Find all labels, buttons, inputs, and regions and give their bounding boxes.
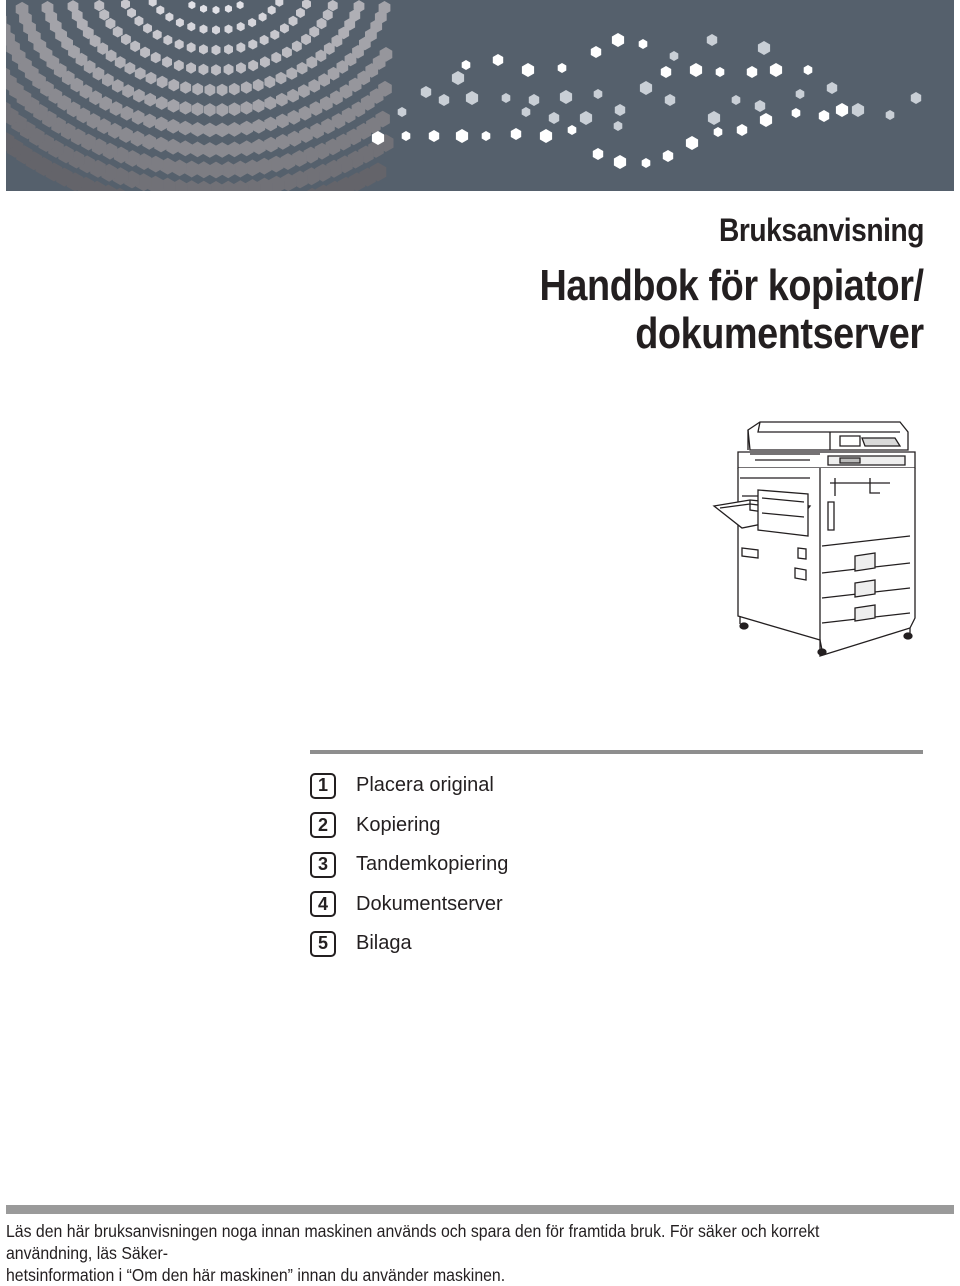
hexagon-dot [130, 41, 140, 53]
hexagon-dot [217, 84, 228, 97]
hexagon-dot [529, 94, 539, 106]
hexagon-dot [580, 111, 592, 125]
hexagon-dot [191, 122, 204, 137]
hexagon-dot [287, 89, 299, 103]
hexagon-dot [142, 134, 156, 150]
hexagon-dot [612, 33, 624, 47]
hexagon-dot [288, 110, 301, 125]
hexagon-dot [144, 93, 156, 107]
hexagon-dot [135, 67, 146, 80]
hexagon-dot [241, 101, 253, 115]
hexagon-dot [268, 6, 276, 15]
hexagon-dot [121, 0, 130, 9]
toc-item[interactable] [310, 885, 508, 925]
hexagon-dot [252, 119, 265, 134]
hexagon-dot [204, 103, 216, 117]
hexagon-dot [237, 22, 245, 31]
hexagon-dot [639, 39, 648, 49]
hexagon-dot [156, 6, 164, 15]
hexagon-dot [275, 0, 283, 7]
hexagon-dot [248, 18, 256, 27]
hexagon-dot [402, 131, 411, 141]
hexagon-dot [758, 41, 770, 55]
toc-item[interactable] [310, 806, 508, 846]
toc-item[interactable] [310, 924, 508, 964]
hexagon-dot [236, 42, 245, 52]
hexagon-dot [156, 96, 168, 110]
hexagon-dot [593, 148, 603, 160]
header-banner [6, 0, 954, 191]
hexagon-dot [297, 62, 308, 75]
hexagon-dot [614, 155, 626, 169]
hexagon-dot [259, 12, 267, 21]
hexagon-dot [106, 18, 116, 29]
hexagon-dot [140, 47, 150, 59]
hexagon-dot [216, 123, 229, 138]
hexagon-dot [157, 76, 168, 89]
hexagon-dot [852, 103, 864, 117]
hexagon-dot [180, 81, 191, 94]
hexagon-dot [770, 63, 782, 77]
hexagon-dot [511, 128, 521, 140]
hexagon-dot [796, 89, 805, 99]
hexagon-dot [707, 34, 717, 46]
hexagon-dot [276, 114, 289, 129]
hexagon-dot [188, 1, 195, 9]
document-type-label: Bruksanvisning [718, 212, 924, 248]
hexagon-dot [264, 137, 278, 153]
hexagon-dot [836, 103, 848, 117]
hexagon-dot [122, 84, 134, 98]
title-line-2: dokumentserver [635, 309, 924, 358]
hexagon-dot [200, 5, 207, 13]
hexagon-dot [886, 110, 895, 120]
hexagon-dot [911, 92, 921, 104]
hexagon-dot [264, 96, 276, 110]
hexagon-dot [168, 99, 180, 113]
hexagon-dot [398, 107, 407, 117]
hexagon-dot [737, 124, 747, 136]
hexagon-dot [466, 91, 478, 105]
hexagon-dot [716, 67, 725, 77]
hexagon-dot [225, 5, 232, 13]
copier-machine-illustration [710, 418, 930, 658]
hexagon-dot [216, 103, 228, 117]
hexagon-dot [640, 81, 652, 95]
footer-notice: Läs den här bruksanvisningen noga innan maskinen används och spara den för framtida bruk. För säker och korrekt användning, läs Säker- hetsinformation i “Om den här maskinen” innan du använder maskinen. [6, 1221, 820, 1285]
hexagon-dot [439, 94, 449, 106]
hexagon-dot [747, 66, 757, 78]
chapter-label: Kopiering [356, 813, 441, 836]
hexagon-dot [205, 84, 216, 97]
hexagon-dot [176, 18, 184, 27]
hexagon-dot [224, 44, 233, 54]
hexagon-dot [153, 30, 162, 40]
hexagon-dot [456, 129, 468, 143]
hexagon-dot [302, 0, 311, 9]
hexagon-dot [286, 67, 297, 80]
hexagon-dot [493, 54, 503, 66]
hexagon-dot [271, 52, 281, 63]
hexagon-dot [296, 8, 305, 18]
hexagon-dot [260, 56, 270, 67]
hexagon-dot [191, 142, 205, 158]
toc-divider [310, 750, 923, 754]
hexagon-dot [132, 110, 145, 125]
hexagon-dot [127, 8, 136, 18]
hexagon-dot [276, 93, 288, 107]
hexagon-dot [264, 117, 277, 132]
hexagon-dot [522, 107, 531, 117]
hexagon-dot [186, 62, 196, 73]
hexagon-dot [248, 60, 258, 71]
hexagon-dot [270, 30, 279, 40]
hexagon-dot [133, 89, 145, 103]
hexagon-dot [149, 0, 157, 7]
hexagon-dot [558, 63, 567, 73]
hexagon-dot [276, 72, 287, 85]
hexagon-dot [229, 83, 240, 96]
hexagon-dot [175, 39, 184, 49]
hexagon-dot [452, 71, 464, 85]
chapter-label: Tandemkopiering [356, 853, 509, 876]
hexagon-dot [421, 86, 431, 98]
hexagon-dot [236, 62, 246, 73]
hexagon-dot [549, 112, 559, 124]
table-of-contents [310, 766, 508, 964]
hexagon-dot [151, 52, 161, 63]
hexagon-dot [228, 122, 241, 137]
hexagon-dot [166, 139, 180, 155]
hexagon-dot [228, 142, 242, 158]
hexagon-dot [203, 142, 217, 158]
hexagon-dot [165, 12, 173, 21]
hexagon-dot [180, 101, 192, 115]
chapter-number-badge: 5 [310, 931, 336, 957]
hexagon-dot [665, 94, 675, 106]
hexagon-dot [663, 150, 673, 162]
hexagon-dot [462, 60, 471, 70]
hexagon-dot [143, 114, 156, 129]
hexagon-dot [121, 106, 134, 121]
hexagon-dot [299, 106, 312, 121]
hexagon-dot [192, 83, 203, 96]
chapter-label: Placera original [356, 774, 494, 797]
hexagon-dot [178, 140, 192, 156]
hexagon-dot [827, 82, 837, 94]
hexagon-dot [252, 139, 266, 155]
hexagon-dot [309, 26, 319, 37]
hexagon-dot [163, 35, 172, 45]
hexagon-dot [162, 56, 172, 67]
hexagon-dot [240, 140, 254, 156]
hexagon-dot [121, 34, 131, 45]
toc-item[interactable] [310, 845, 508, 885]
hexagon-dot [154, 137, 168, 153]
hexagon-dot [212, 45, 221, 55]
chapter-label: Dokumentserver [356, 892, 503, 915]
hexagon-dot [204, 123, 217, 138]
hexagon-dot [732, 95, 741, 105]
hexagon-dot [708, 111, 720, 125]
hexagon-dot [200, 25, 208, 34]
hexagon-dot [229, 102, 241, 116]
hexagon-dot [146, 72, 157, 85]
hexagon-dot [237, 1, 244, 9]
chapter-number-badge: 3 [310, 852, 336, 878]
hexagon-dot [260, 35, 269, 45]
hexagon-dot [192, 102, 204, 116]
hexagon-dot [298, 84, 310, 98]
hexagon-dot [280, 23, 289, 33]
hexagon-dot [143, 23, 152, 33]
hexagon-dot [568, 125, 577, 135]
hexagon-dot [94, 0, 104, 11]
hexagon-dot [213, 6, 220, 14]
chapter-number-badge: 1 [310, 773, 336, 799]
hexagon-dot [686, 136, 698, 150]
hexagon-dot [755, 100, 765, 112]
hexagon-dot [289, 16, 298, 26]
hexagon-dot [594, 89, 603, 99]
hexagon-dot [615, 104, 625, 116]
chapter-number-badge: 2 [310, 812, 336, 838]
chapter-label: Bilaga [356, 932, 412, 955]
hexagon-dot [179, 121, 192, 136]
hexagon-dot [282, 47, 292, 59]
hexagon-dot [292, 41, 302, 53]
hexagon-dot [224, 64, 234, 75]
hexagon-dot [212, 25, 220, 34]
hexagon-dot [253, 79, 264, 92]
hexagon-dot [317, 18, 327, 29]
hexagon-dot [591, 46, 601, 58]
hexagon-dot [167, 119, 180, 134]
hexagon-dot [661, 66, 671, 78]
hexagon-dot [199, 64, 209, 75]
hexagon-dot [187, 42, 196, 52]
hexagon-dot [819, 110, 829, 122]
hexagon-dot [125, 62, 136, 75]
hexagon-dot [199, 44, 208, 54]
title-line-1: Handbok för kopiator/ [539, 261, 924, 310]
hexagon-dot [560, 90, 572, 104]
hexagon-dot [264, 76, 275, 89]
hexagon-dot [211, 64, 221, 75]
toc-item[interactable] [310, 766, 508, 806]
hexagon-dot [225, 25, 233, 34]
hexagon-dot [642, 158, 651, 168]
hexagon-dot-pattern [6, 0, 954, 191]
hexagon-dot [187, 22, 195, 31]
hexagon-dot [614, 121, 623, 131]
hexagon-dot [540, 129, 552, 143]
hexagon-dot [155, 117, 168, 132]
hexagon-dot [240, 121, 253, 136]
hexagon-dot [301, 34, 311, 45]
hexagon-dot [174, 60, 184, 71]
chapter-number-badge: 4 [310, 891, 336, 917]
footer-divider [6, 1205, 954, 1214]
hexagon-dot [241, 81, 252, 94]
hexagon-dot [714, 127, 723, 137]
hexagon-dot [168, 79, 179, 92]
hexagon-dot [792, 108, 801, 118]
hexagon-dot [135, 16, 144, 26]
hexagon-dot [760, 113, 772, 127]
hexagon-dot [328, 0, 338, 11]
document-title [540, 262, 924, 358]
hexagon-dot [670, 51, 679, 61]
hexagon-dot [215, 142, 229, 158]
hexagon-dot [429, 130, 439, 142]
hexagon-dot [248, 39, 257, 49]
hexagon-dot [276, 134, 290, 150]
hexagon-dot [99, 9, 109, 20]
hexagon-dot [804, 65, 813, 75]
hexagon-dot [482, 131, 491, 141]
hexagon-dot [253, 99, 265, 113]
hexagon-dot [502, 93, 511, 103]
hexagon-dot [690, 63, 702, 77]
hexagon-dot [113, 26, 123, 37]
hexagon-dot [323, 9, 333, 20]
hexagon-dot [522, 63, 534, 77]
